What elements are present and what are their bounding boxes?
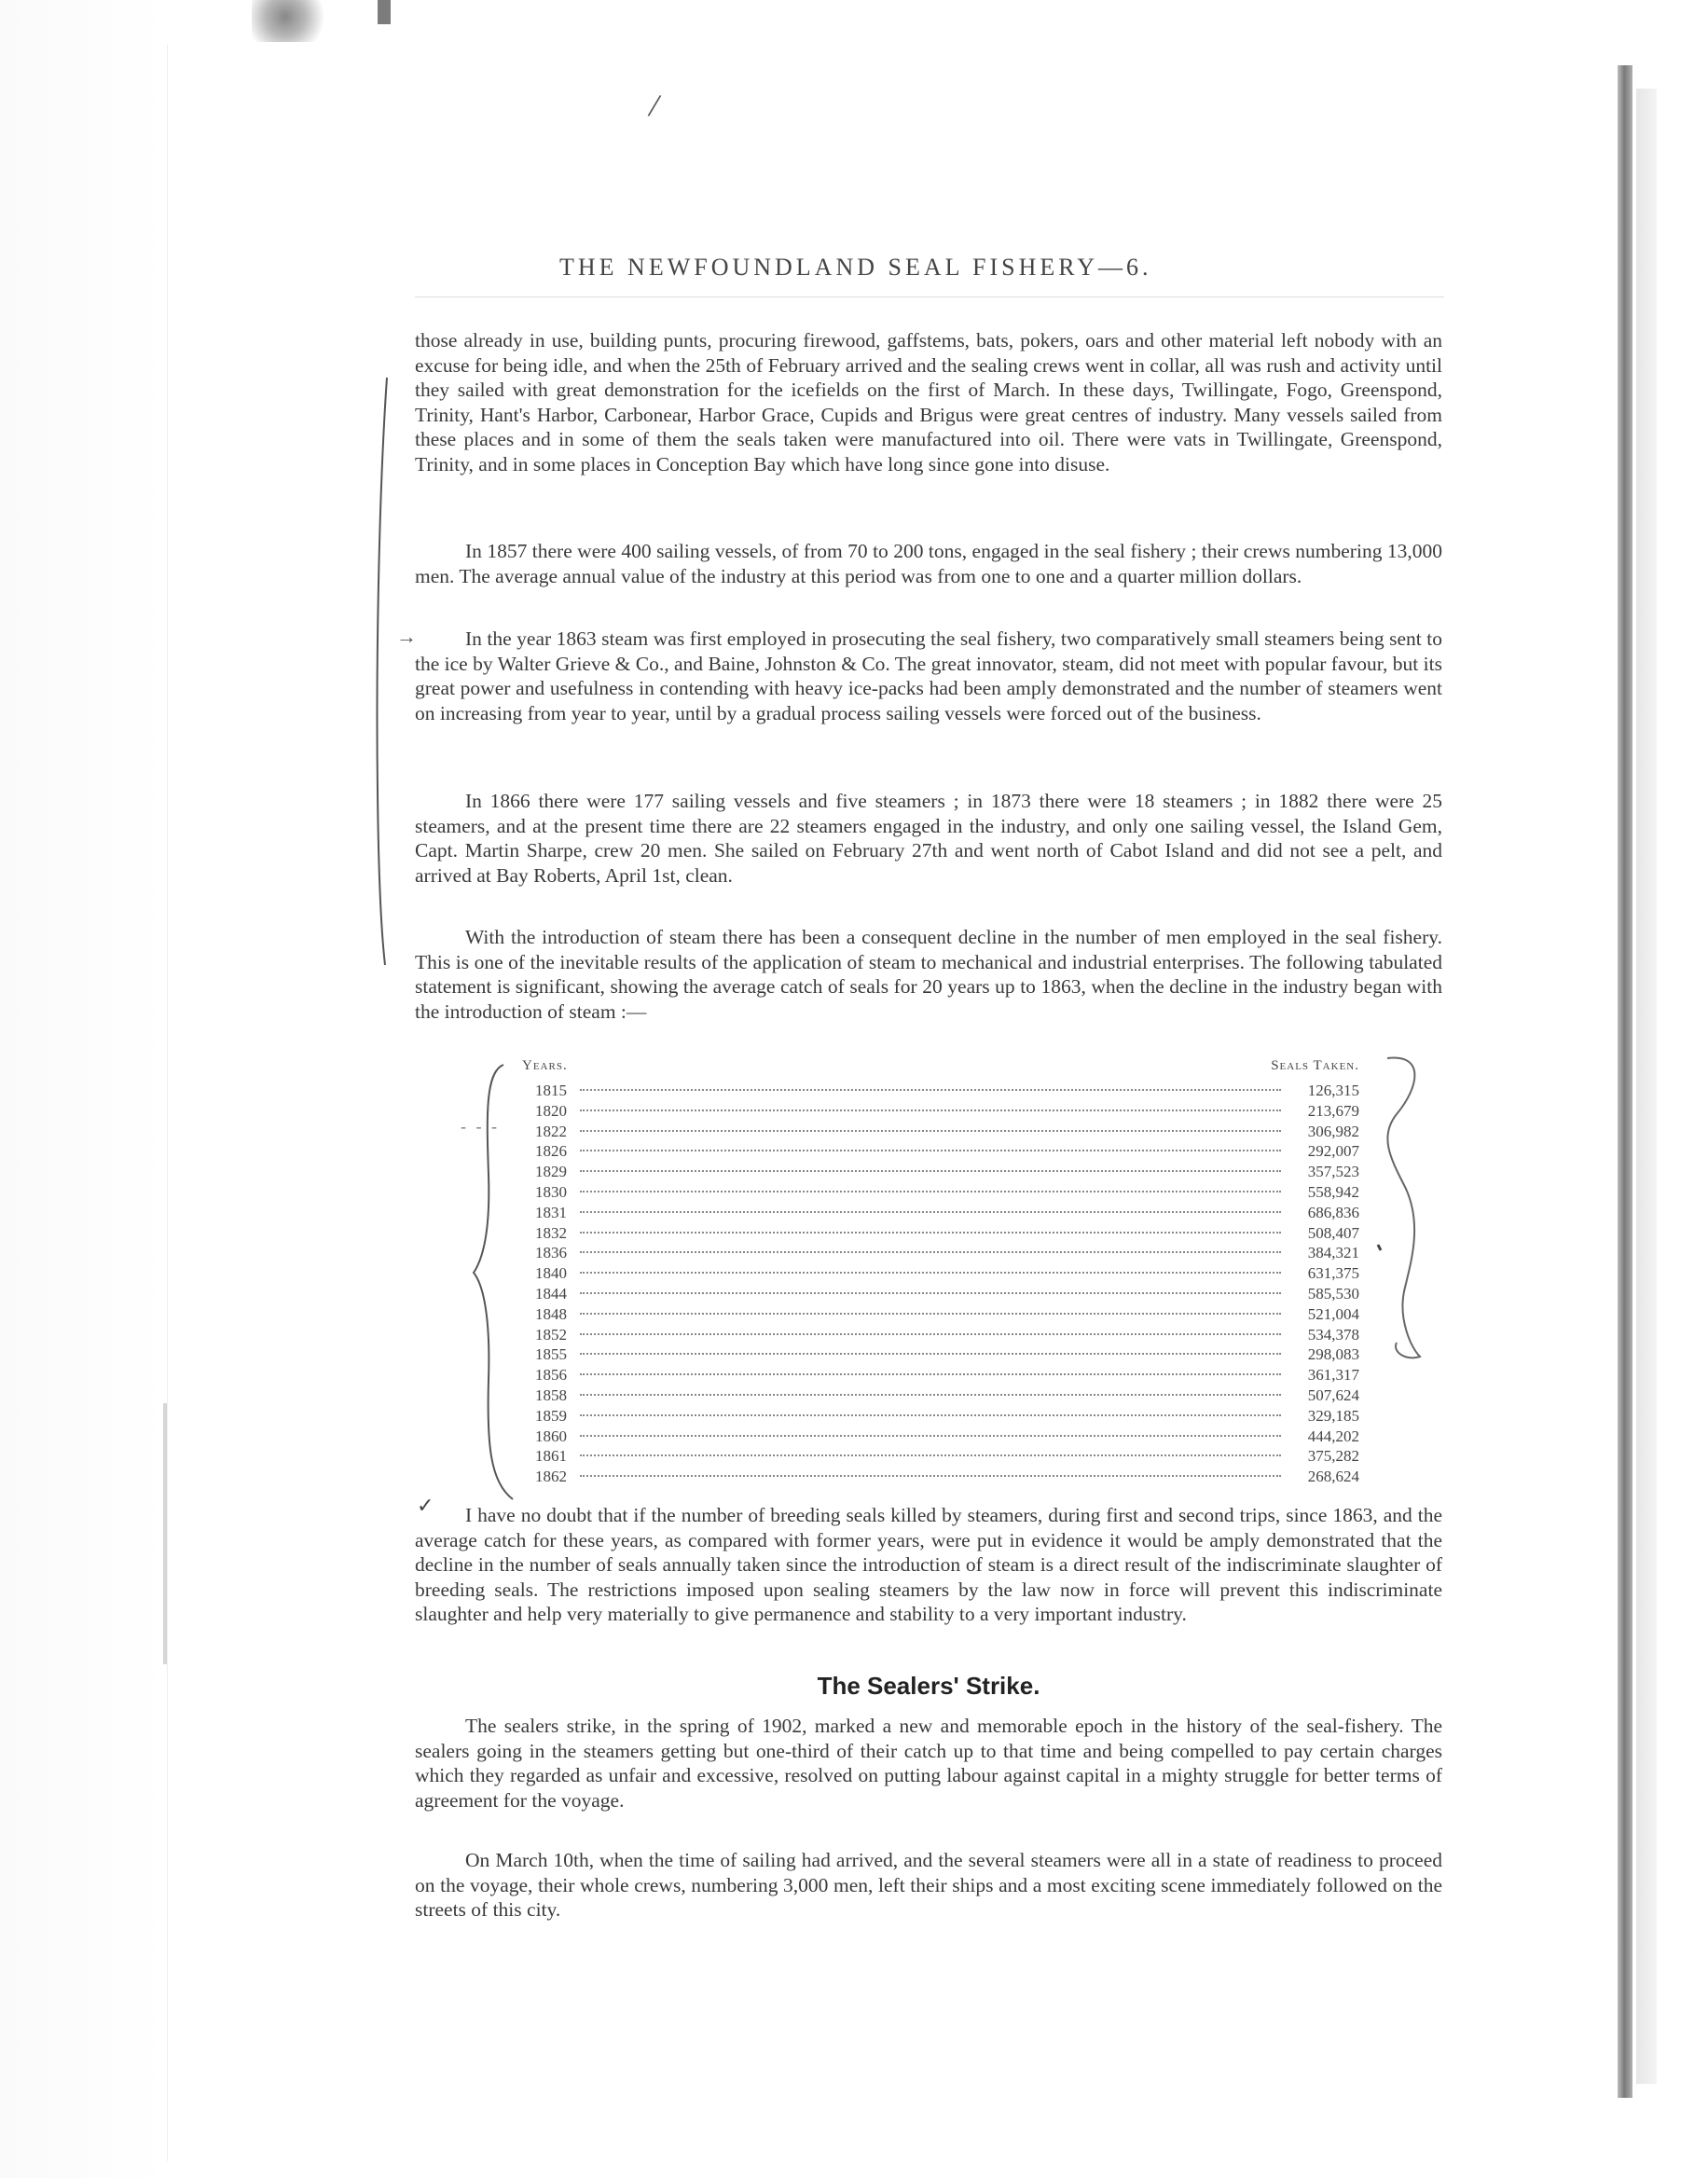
table-cell-year: 1829: [535, 1163, 567, 1181]
dot-leader: [580, 1088, 1281, 1091]
dot-leader: [580, 1250, 1281, 1253]
table-cell-year: 1861: [535, 1447, 567, 1466]
paragraph-text: In 1857 there were 400 sailing vessels, of from 70 to 200 tons, engaged in the seal fishery ; their crews numbering 13,000 men. The average annual value of the industry at this period was from one to one and a quarter million dollars.: [415, 540, 1442, 587]
table-row: [520, 1243, 1359, 1263]
table-row: [520, 1344, 1359, 1365]
table-cell-seals: 508,407: [1307, 1223, 1359, 1242]
table-cell-seals: 213,679: [1307, 1101, 1359, 1120]
table-row: [520, 1182, 1359, 1203]
table-cell-year: 1859: [535, 1406, 567, 1425]
section-heading: The Sealers' Strike.: [817, 1672, 1040, 1700]
table-cell-year: 1852: [535, 1325, 567, 1344]
table-cell-year: 1840: [535, 1264, 567, 1283]
table-cell-seals: 375,282: [1307, 1447, 1359, 1466]
table-cell-seals: 126,315: [1307, 1082, 1359, 1099]
table-cell-year: 1815: [535, 1082, 567, 1099]
table-cell-year: 1862: [535, 1468, 567, 1486]
dot-leader: [580, 1190, 1281, 1192]
table-cell-seals: 298,083: [1307, 1345, 1359, 1364]
table-cell-year: 1844: [535, 1284, 567, 1303]
table-row: [520, 1203, 1359, 1223]
dot-leader: [580, 1149, 1281, 1151]
table-cell-seals: 384,321: [1307, 1244, 1359, 1262]
dot-leader: [580, 1332, 1281, 1335]
table-row: [520, 1467, 1359, 1487]
table-cell-seals: 507,624: [1307, 1385, 1359, 1404]
margin-arrow-mark: →: [396, 625, 417, 648]
paragraph-7: [415, 1714, 1442, 1813]
paragraph-text: those already in use, building punts, procuring firewood, gaffstems, bats, pokers, oars and other material left nobody with an excuse for being idle, and when the 25th of February arrived and the sealing crews went in collar, all was rush and activity until they sailed with great demonstration for the icefields on the first of March. In these days, Twillingate, Fogo, Greenspond, Trinity, Hant's Harbor, Carbonear, Harbor Grace, Cupids and Brigus were great centres of industry. Many vessels sailed from these places and in some of them the seals taken were manufactured into oil. There were vats in Twillingate, Greenspond, Trinity, and in some places in Conception Bay which have long since gone into disuse.: [415, 329, 1442, 476]
table-cell-seals: 306,982: [1307, 1122, 1359, 1140]
dot-leader: [580, 1393, 1281, 1396]
dot-leader: [580, 1454, 1281, 1456]
table-cell-year: 1848: [535, 1304, 567, 1323]
table-cell-seals: 361,317: [1307, 1366, 1359, 1385]
margin-check-mark: ✓: [417, 1494, 434, 1517]
table-row: [520, 1122, 1359, 1142]
table-cell-seals: 585,530: [1307, 1284, 1359, 1303]
dot-leader: [580, 1210, 1281, 1213]
table-cell-year: 1858: [535, 1385, 567, 1404]
table-row: [520, 1385, 1359, 1406]
table-cell-seals: 558,942: [1307, 1182, 1359, 1201]
table-row: [520, 1223, 1359, 1244]
paragraph-3: [415, 627, 1442, 725]
table-cell-year: 1820: [535, 1101, 567, 1120]
table-cell-year: 1860: [535, 1427, 567, 1445]
table-row: [520, 1141, 1359, 1162]
dot-leader: [580, 1312, 1281, 1315]
paragraph-text: With the introduction of steam there has been a consequent decline in the number of men employed in the seal fishery. This is one of the inevitable results of the application of steam to mechanical and industrial enterprises. The following tabulated statement is significant, showing the average catch of seals for 20 years up to 1863, when the decline in the industry began with the introduction of steam :—: [415, 926, 1442, 1023]
paragraph-text: In 1866 there were 177 sailing vessels and five steamers ; in 1873 there were 18 steamers ; in 1882 there were 25 steamers, and at the present time there are 22 steamers engaged in the industry, and only one sailing vessel, the Island Gem, Capt. Martin Sharpe, crew 20 men. She sailed on February 27th and went north of Cabot Island and did not see a pelt, and arrived at Bay Roberts, April 1st, clean.: [415, 790, 1442, 887]
table-row: [520, 1325, 1359, 1345]
table-cell-year: 1830: [535, 1182, 567, 1201]
table-row: [520, 1446, 1359, 1467]
seal-catch-table: [520, 1058, 1359, 1487]
table-cell-seals: 686,836: [1307, 1203, 1359, 1221]
paragraph-8: [415, 1848, 1442, 1923]
margin-pencil-stroke: [359, 373, 396, 970]
paragraph-4: [415, 789, 1442, 888]
table-cell-year: 1822: [535, 1122, 567, 1140]
column-header-years: Years.: [522, 1058, 568, 1073]
dot-leader: [580, 1231, 1281, 1234]
table-row: [520, 1406, 1359, 1427]
scan-smudge: [252, 0, 336, 42]
table-cell-seals: 357,523: [1307, 1163, 1359, 1181]
dot-leader: [580, 1474, 1281, 1477]
pencil-tick-mark: /: [645, 86, 664, 125]
dot-leader: [580, 1129, 1281, 1132]
dot-leader: [580, 1169, 1281, 1172]
dot-leader: [580, 1109, 1281, 1111]
table-row: [520, 1365, 1359, 1385]
table-cell-year: 1831: [535, 1203, 567, 1221]
head-rule: [415, 296, 1444, 297]
table-cell-seals: 631,375: [1307, 1264, 1359, 1283]
margin-dashes: - - -: [461, 1117, 500, 1136]
table-cell-seals: 292,007: [1307, 1142, 1359, 1161]
table-cell-year: 1856: [535, 1366, 567, 1385]
page-edge-strip: [1636, 89, 1657, 2084]
paragraph-6: [415, 1503, 1442, 1627]
scan-background: [0, 0, 168, 2178]
dot-leader: [580, 1271, 1281, 1274]
paragraph-text: On March 10th, when the time of sailing had arrived, and the several steamers were all in a state of readiness to proceed on the voyage, their whole crews, numbering 3,000 men, left their ships and a most exciting scene immediately followed on the streets of this city.: [415, 1849, 1442, 1921]
paragraph-text: The sealers strike, in the spring of 1902, marked a new and memorable epoch in the history of the seal-fishery. The sealers going in the steamers getting but one-third of their catch up to that time and being compelled to pay certain charges which they regarded as unfair and excessive, resolved on putting labour against capital in a mighty struggle for better terms of agreement for the voyage.: [415, 1715, 1442, 1812]
table-row: [520, 1304, 1359, 1325]
table-body: [520, 1081, 1359, 1487]
paragraph-1: [415, 328, 1442, 476]
table-row: [520, 1427, 1359, 1447]
table-row: [520, 1263, 1359, 1284]
table-header: [520, 1058, 1359, 1081]
scan-smudge-small: [378, 0, 391, 24]
table-cell-seals: 329,185: [1307, 1406, 1359, 1425]
right-margin-squiggle: [1369, 1049, 1434, 1366]
table-cell-year: 1836: [535, 1244, 567, 1262]
page-binding-edge: [1618, 65, 1632, 2098]
paragraph-text: In the year 1863 steam was first employed in prosecuting the seal fishery, two comparatively small steamers being sent to the ice by Walter Grieve & Co., and Baine, Johnston & Co. The great innovator, steam, did not meet with popular favour, but its great power and usefulness in contending with heavy ice-packs had been amply demonstrated and the number of steamers went on increasing from year to year, until by a gradual process sailing vessels were forced out of the business.: [415, 627, 1442, 724]
running-head: THE NEWFOUNDLAND SEAL FISHERY—6.: [559, 254, 1152, 281]
dot-leader: [580, 1372, 1281, 1375]
dot-leader: [580, 1434, 1281, 1437]
table-row: [520, 1101, 1359, 1122]
table-cell-year: 1855: [535, 1345, 567, 1364]
paragraph-2: [415, 539, 1442, 588]
table-row: [520, 1081, 1359, 1101]
table-cell-year: 1832: [535, 1223, 567, 1242]
column-header-seals: Seals Taken.: [1271, 1058, 1359, 1073]
table-cell-seals: 444,202: [1307, 1427, 1359, 1445]
paragraph-text: I have no doubt that if the number of breeding seals killed by steamers, during first and second trips, since 1863, and the average catch for these years, as compared with former years, were put in evidence it would be amply demonstrated that the decline in the number of seals annually taken since the introduction of steam is a direct result of the indiscriminate slaughter of breeding seals. The restrictions imposed upon sealing steamers by the law now in force will prevent this indiscriminate slaughter and help very materially to give permanence and stability to a very important industry.: [415, 1504, 1442, 1625]
table-row: [520, 1162, 1359, 1182]
dot-leader: [580, 1291, 1281, 1294]
dot-leader: [580, 1413, 1281, 1416]
dot-leader: [580, 1352, 1281, 1355]
table-cell-year: 1826: [535, 1142, 567, 1161]
paragraph-5: [415, 925, 1442, 1024]
table-cell-seals: 521,004: [1307, 1304, 1359, 1323]
table-row: [520, 1284, 1359, 1304]
table-cell-seals: 268,624: [1307, 1468, 1359, 1486]
table-cell-seals: 534,378: [1307, 1325, 1359, 1344]
